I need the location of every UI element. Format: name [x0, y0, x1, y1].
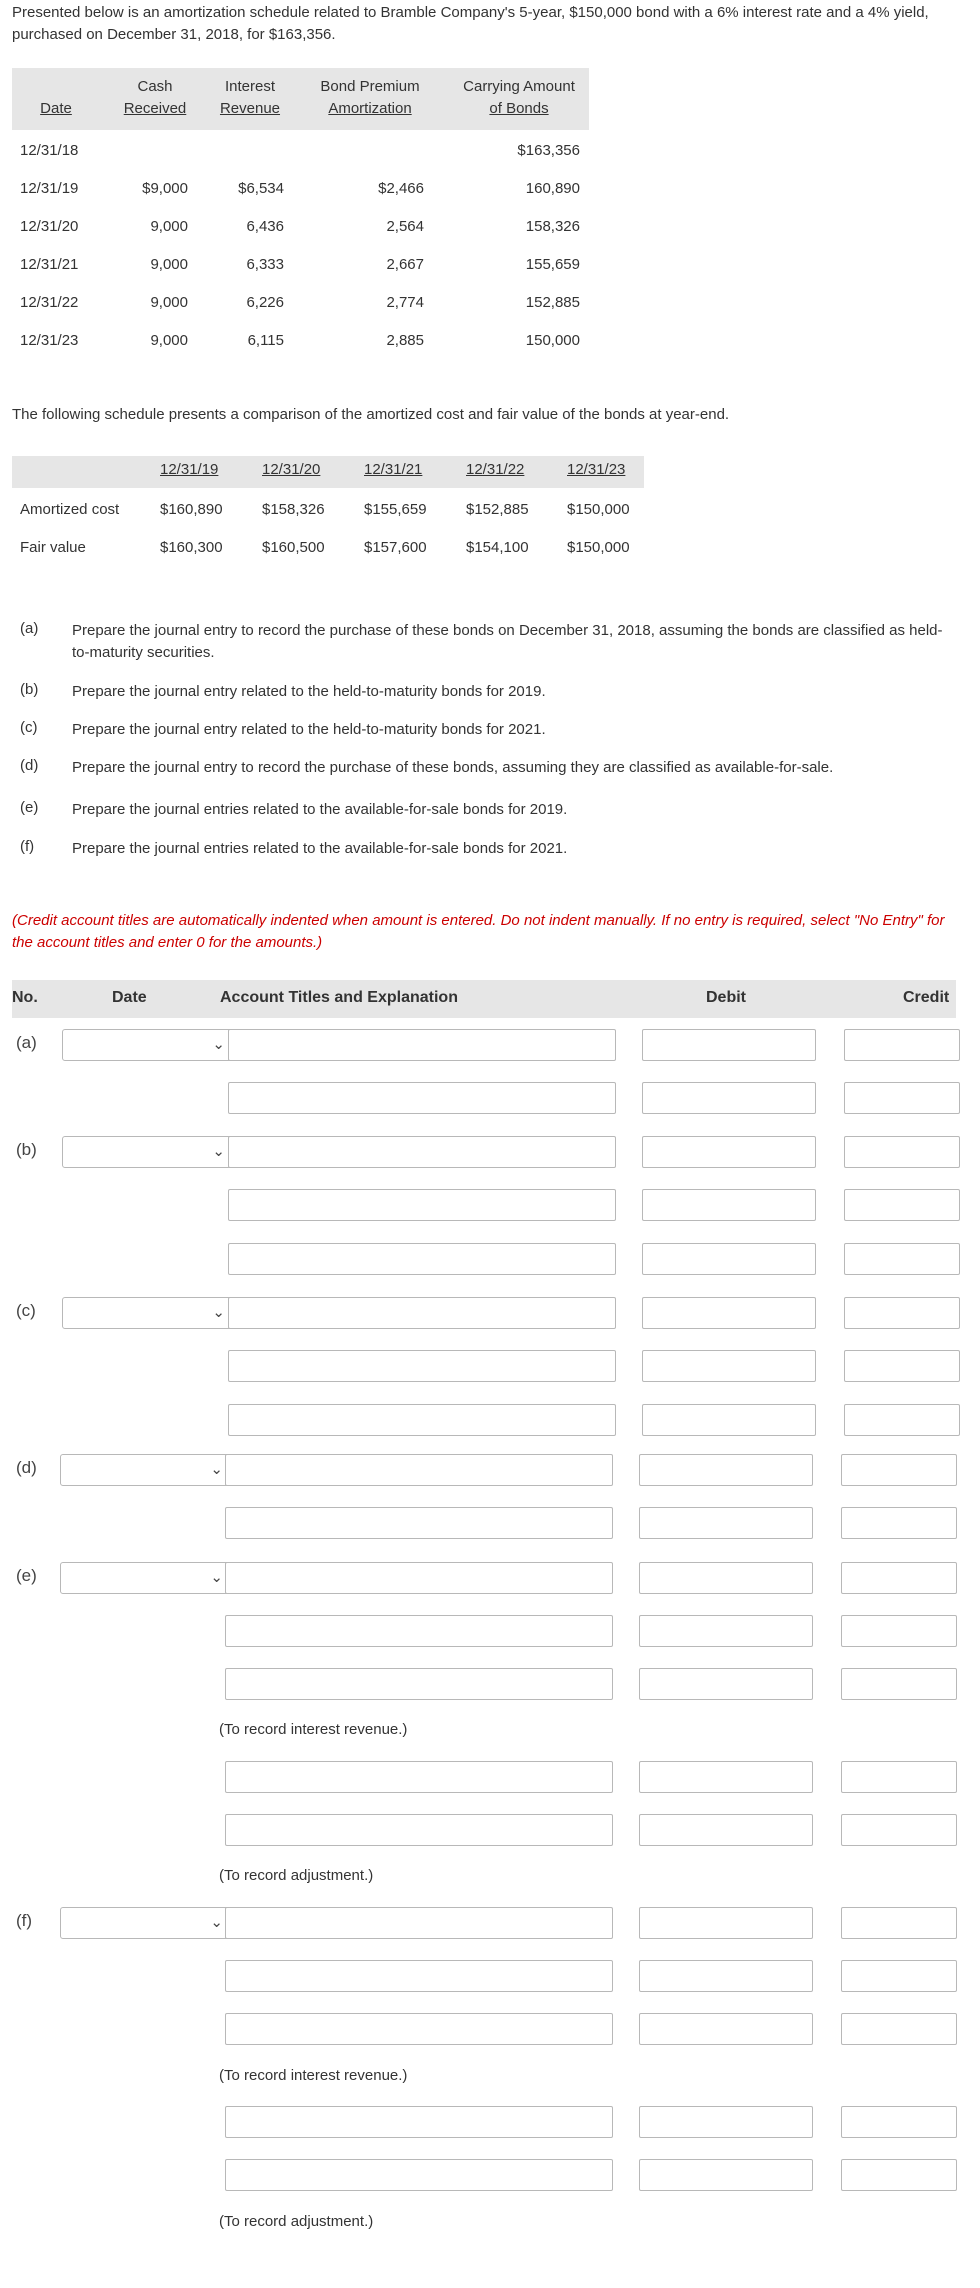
credit-input[interactable]: [841, 1761, 957, 1793]
credit-input[interactable]: [841, 1907, 957, 1939]
requirement-text: Prepare the journal entries related to the available-for-sale bonds for 2019.: [72, 801, 568, 818]
account-input[interactable]: [225, 2159, 613, 2191]
credit-input[interactable]: [844, 1243, 960, 1275]
debit-input[interactable]: [639, 1761, 813, 1793]
row-interest: 6,333: [246, 256, 284, 273]
cell-value: $150,000: [567, 539, 630, 556]
comparison-header: [12, 456, 644, 488]
entry-label-f: (f): [16, 1911, 33, 1930]
requirement-text: Prepare the journal entry related to the held-to-maturity bonds for 2019.: [72, 683, 546, 700]
cell-value: $160,300: [160, 539, 223, 556]
row-date: 12/31/19: [20, 180, 79, 197]
row-cash: $9,000: [142, 180, 188, 197]
requirement-letter: (a): [20, 620, 39, 637]
debit-input[interactable]: [642, 1136, 816, 1168]
memo-interest: (To record interest revenue.): [219, 2067, 408, 2084]
cell-value: $155,659: [364, 501, 427, 518]
requirement-letter: (c): [20, 719, 38, 736]
cell-value: $160,500: [262, 539, 325, 556]
date-select[interactable]: [60, 1907, 234, 1939]
debit-input[interactable]: [639, 2106, 813, 2138]
row-label: Fair value: [20, 539, 86, 556]
comparison-date: 12/31/23: [567, 461, 626, 478]
header-carrying: Carrying Amount of Bonds: [463, 78, 575, 117]
account-input[interactable]: [228, 1297, 616, 1329]
row-date: 12/31/21: [20, 256, 79, 273]
credit-input[interactable]: [844, 1297, 960, 1329]
debit-input[interactable]: [642, 1029, 816, 1061]
entry-label-e: (e): [16, 1566, 37, 1585]
row-carrying: $163,356: [517, 142, 580, 159]
credit-input[interactable]: [844, 1082, 960, 1114]
debit-input[interactable]: [639, 2159, 813, 2191]
entry-label-d: (d): [16, 1458, 37, 1477]
debit-input[interactable]: [639, 1454, 813, 1486]
row-date: 12/31/18: [20, 142, 79, 159]
credit-input[interactable]: [841, 1615, 957, 1647]
header-date: Date: [112, 989, 147, 1006]
account-input[interactable]: [225, 1507, 613, 1539]
row-carrying: 155,659: [525, 256, 580, 273]
requirement-text: Prepare the journal entry related to the held-to-maturity bonds for 2021.: [72, 721, 546, 738]
row-premium: 2,885: [386, 332, 424, 349]
date-select[interactable]: [60, 1562, 234, 1594]
header-interest: Interest Revenue: [219, 78, 281, 117]
credit-input[interactable]: [844, 1350, 960, 1382]
header-premium: Bond Premium Amortization: [320, 78, 420, 117]
date-select[interactable]: [62, 1029, 236, 1061]
date-select[interactable]: [62, 1136, 236, 1168]
account-input[interactable]: [225, 1454, 613, 1486]
row-date: 12/31/23: [20, 332, 79, 349]
credit-input[interactable]: [841, 1562, 957, 1594]
debit-input[interactable]: [639, 1814, 813, 1846]
cell-value: $152,885: [466, 501, 529, 518]
requirement-letter: (d): [20, 757, 39, 774]
credit-input[interactable]: [841, 1960, 957, 1992]
header-no: No.: [12, 989, 38, 1006]
requirement-text: Prepare the journal entries related to the available-for-sale bonds for 2021.: [72, 840, 568, 857]
row-premium: $2,466: [378, 180, 424, 197]
row-interest: 6,436: [246, 218, 284, 235]
account-input[interactable]: [225, 1761, 613, 1793]
row-date: 12/31/20: [20, 218, 79, 235]
memo-adjustment: (To record adjustment.): [219, 2213, 374, 2230]
row-cash: 9,000: [150, 294, 188, 311]
account-input[interactable]: [225, 1615, 613, 1647]
debit-input[interactable]: [639, 1907, 813, 1939]
row-cash: 9,000: [150, 256, 188, 273]
comparison-intro: The following schedule presents a comparison of the amortized cost and fair value of the bonds at year-end.: [12, 406, 730, 423]
entry-label-c: (c): [16, 1301, 36, 1320]
cell-value: $154,100: [466, 539, 529, 556]
instructions-note: (Credit account titles are automatically indented when amount is entered. Do not indent manually. If no entry is required, select "No Entry" for the account titles and enter 0 for the amounts.): [12, 912, 945, 951]
credit-input[interactable]: [844, 1189, 960, 1221]
requirement-text: Prepare the journal entry to record the purchase of these bonds, assuming they are classified as available-for-sale.: [72, 759, 834, 776]
account-input[interactable]: [228, 1189, 616, 1221]
comparison-date: 12/31/22: [466, 461, 525, 478]
chevron-down-icon: ⌄: [210, 1461, 223, 1478]
debit-input[interactable]: [639, 1562, 813, 1594]
cell-value: $150,000: [567, 501, 630, 518]
credit-input[interactable]: [841, 2013, 957, 2045]
memo-adjustment: (To record adjustment.): [219, 1867, 374, 1884]
credit-input[interactable]: [841, 1507, 957, 1539]
account-input[interactable]: [225, 1907, 613, 1939]
credit-input[interactable]: [844, 1029, 960, 1061]
date-select[interactable]: [62, 1297, 236, 1329]
comparison-date: 12/31/19: [160, 461, 219, 478]
requirement-letter: (b): [20, 681, 39, 698]
requirement-letter: (e): [20, 799, 39, 816]
debit-input[interactable]: [642, 1082, 816, 1114]
account-input[interactable]: [228, 1029, 616, 1061]
account-input[interactable]: [225, 1960, 613, 1992]
account-input[interactable]: [225, 2013, 613, 2045]
credit-input[interactable]: [844, 1136, 960, 1168]
header-date: Date: [40, 100, 72, 117]
row-cash: 9,000: [150, 218, 188, 235]
row-carrying: 158,326: [525, 218, 580, 235]
memo-interest: (To record interest revenue.): [219, 1721, 408, 1738]
problem-intro: Presented below is an amortization schedule related to Bramble Company's 5-year, $150,000 bond with a 6% interest rate and a 4% yield, purchased on December 31, 2018, for $163,356.: [12, 4, 929, 43]
chevron-down-icon: ⌄: [210, 1569, 223, 1586]
debit-input[interactable]: [639, 1960, 813, 1992]
account-input[interactable]: [228, 1350, 616, 1382]
row-premium: 2,564: [386, 218, 424, 235]
account-input[interactable]: [228, 1404, 616, 1436]
row-premium: 2,774: [386, 294, 424, 311]
comparison-date: 12/31/20: [262, 461, 321, 478]
chevron-down-icon: ⌄: [212, 1304, 225, 1321]
date-select[interactable]: [60, 1454, 234, 1486]
debit-input[interactable]: [642, 1404, 816, 1436]
account-input[interactable]: [228, 1136, 616, 1168]
credit-input[interactable]: [841, 1454, 957, 1486]
cell-value: $157,600: [364, 539, 427, 556]
debit-input[interactable]: [642, 1243, 816, 1275]
debit-input[interactable]: [642, 1350, 816, 1382]
debit-input[interactable]: [639, 1507, 813, 1539]
row-carrying: 160,890: [525, 180, 580, 197]
row-interest: $6,534: [238, 180, 284, 197]
row-label: Amortized cost: [20, 501, 120, 518]
row-premium: 2,667: [386, 256, 424, 273]
debit-input[interactable]: [639, 1668, 813, 1700]
debit-input[interactable]: [642, 1189, 816, 1221]
row-carrying: 152,885: [525, 294, 580, 311]
credit-input[interactable]: [841, 1814, 957, 1846]
debit-input[interactable]: [639, 2013, 813, 2045]
header-debit: Debit: [706, 989, 746, 1006]
entry-label-a: (a): [16, 1033, 37, 1052]
chevron-down-icon: ⌄: [210, 1914, 223, 1931]
requirement-letter: (f): [20, 838, 35, 855]
entry-label-b: (b): [16, 1140, 37, 1159]
cell-value: $160,890: [160, 501, 223, 518]
chevron-down-icon: ⌄: [212, 1036, 225, 1053]
credit-input[interactable]: [841, 1668, 957, 1700]
journal-header: [12, 980, 956, 1018]
row-interest: 6,226: [246, 294, 284, 311]
header-account: Account Titles and Explanation: [220, 989, 458, 1006]
row-interest: 6,115: [247, 332, 284, 349]
cell-value: $158,326: [262, 501, 325, 518]
row-cash: 9,000: [150, 332, 188, 349]
row-date: 12/31/22: [20, 294, 79, 311]
header-credit: Credit: [903, 989, 950, 1006]
account-input[interactable]: [228, 1082, 616, 1114]
account-input[interactable]: [225, 1814, 613, 1846]
credit-input[interactable]: [841, 2106, 957, 2138]
requirement-text: Prepare the journal entry to record the purchase of these bonds on December 31, 2018, assuming the bonds are classified as held-to-maturity securities.: [72, 622, 943, 661]
account-input[interactable]: [225, 2106, 613, 2138]
debit-input[interactable]: [642, 1297, 816, 1329]
chevron-down-icon: ⌄: [212, 1143, 225, 1160]
comparison-date: 12/31/21: [364, 461, 423, 478]
account-input[interactable]: [228, 1243, 616, 1275]
debit-input[interactable]: [639, 1615, 813, 1647]
account-input[interactable]: [225, 1668, 613, 1700]
account-input[interactable]: [225, 1562, 613, 1594]
credit-input[interactable]: [841, 2159, 957, 2191]
row-carrying: 150,000: [525, 332, 580, 349]
header-cash: Cash Received: [123, 78, 187, 117]
credit-input[interactable]: [844, 1404, 960, 1436]
